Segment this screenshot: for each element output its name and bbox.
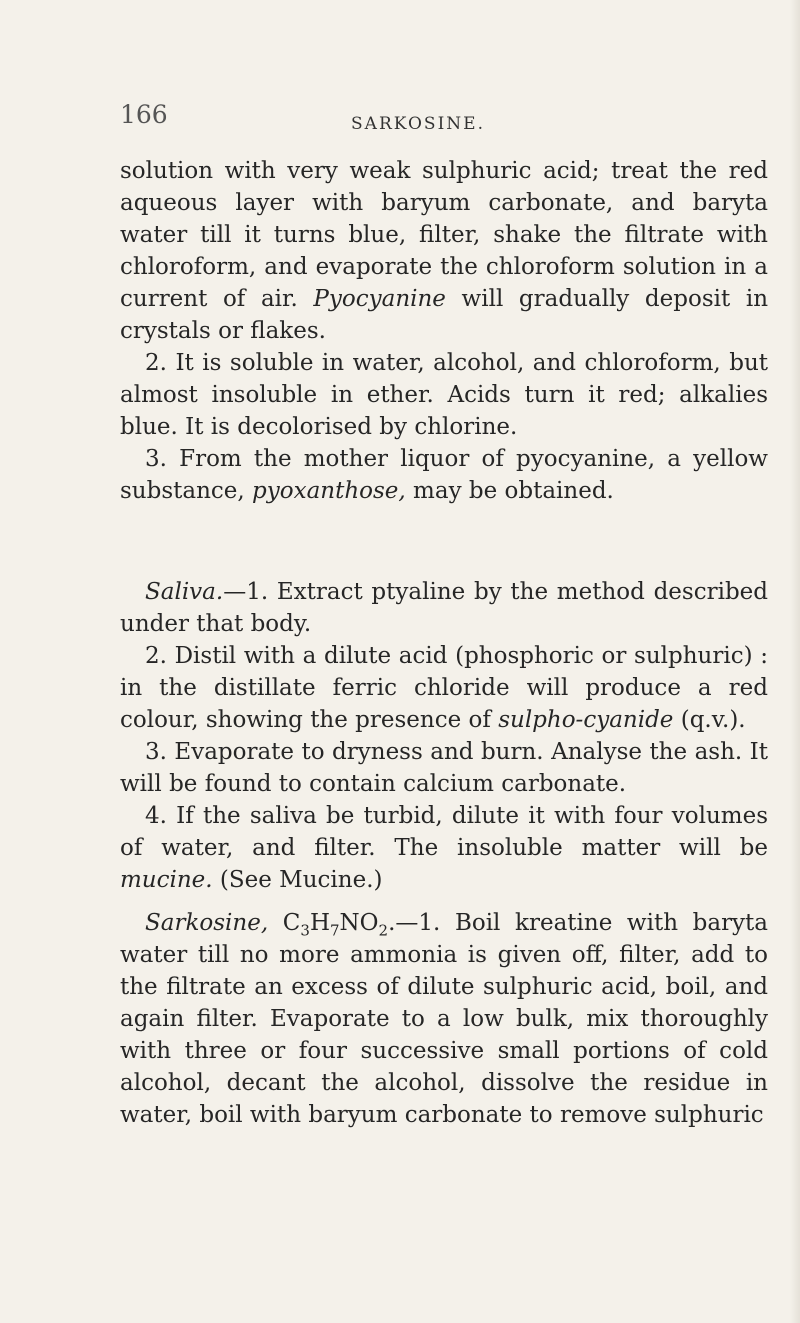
formula-part: NO bbox=[339, 910, 379, 936]
paragraph: 3. Evaporate to dryness and burn. Analyse the ash. It will be found to contain calcium carbonate. bbox=[120, 739, 768, 797]
page-header bbox=[108, 100, 728, 140]
text: will gradually deposit in crystals or flakes. bbox=[120, 286, 769, 344]
page-edge-shadow bbox=[790, 0, 800, 1323]
italic-term: mucine. bbox=[120, 867, 213, 893]
text: 3. From the mother liquor of pyocyanine, a yellow substance, bbox=[120, 446, 768, 504]
text: .—1. Boil kreatine with baryta water till no more ammonia is given off, filter, add to the filtrate an excess of dilute sulphuric acid, boil, and again filter. Evaporate to a low bulk, mix thoroughly with three or four successive small portions of cold alcohol, decant the alcohol, dissolve the residue in water, boil with baryum carbonate to remove sulphuric bbox=[120, 910, 769, 1128]
italic-term: pyoxanthose, bbox=[252, 478, 406, 504]
section-saliva bbox=[120, 576, 768, 896]
paragraph bbox=[120, 640, 768, 736]
formula-subscript: 3 bbox=[300, 921, 310, 940]
formula-part: C bbox=[282, 910, 301, 936]
text: 2. Distil with a dilute acid (phosphoric or sulphuric) : in the distillate ferric chloride will produce a red colour, showing the presence of bbox=[120, 643, 768, 733]
text: —1. Extract ptyaline by the method described under that body. bbox=[120, 579, 768, 637]
section-sarkosine bbox=[120, 907, 768, 1131]
text: (q.v.). bbox=[680, 707, 746, 733]
paragraph: 2. It is soluble in water, alcohol, and chloroform, but almost insoluble in ether. Acids turn it red; alkalies blue. It is decolorised by chlorine. bbox=[120, 350, 768, 440]
text: solution with very weak sulphuric acid; treat the red aqueous layer with baryum carbonate, and baryta water till it turns blue, filter, shake the filtrate with chloroform, and evaporate the chloroform solution in a current of air. bbox=[120, 158, 768, 312]
formula-part: H bbox=[309, 910, 330, 936]
section-pyocyanine bbox=[120, 155, 768, 507]
text: (See Mucine.) bbox=[219, 867, 383, 893]
chemical-formula bbox=[282, 910, 389, 940]
paragraph bbox=[120, 576, 768, 640]
italic-term: Pyocyanine bbox=[313, 286, 446, 312]
paragraph bbox=[120, 443, 768, 507]
page-number: 166 bbox=[120, 100, 168, 129]
text: may be obtained. bbox=[413, 478, 614, 504]
italic-term: sulpho-cyanide bbox=[498, 707, 674, 733]
running-title: SARKOSINE. bbox=[351, 114, 485, 134]
text: 4. If the saliva be turbid, dilute it with four volumes of water, and filter. The insoluble matter will be bbox=[120, 803, 768, 861]
formula-subscript: 7 bbox=[330, 921, 340, 940]
section-heading: Sarkosine, bbox=[145, 910, 269, 936]
paragraph bbox=[120, 800, 768, 896]
paragraph bbox=[120, 907, 768, 1131]
paragraph bbox=[120, 155, 768, 347]
section-heading: Saliva. bbox=[145, 579, 224, 605]
formula-subscript: 2 bbox=[378, 921, 389, 940]
